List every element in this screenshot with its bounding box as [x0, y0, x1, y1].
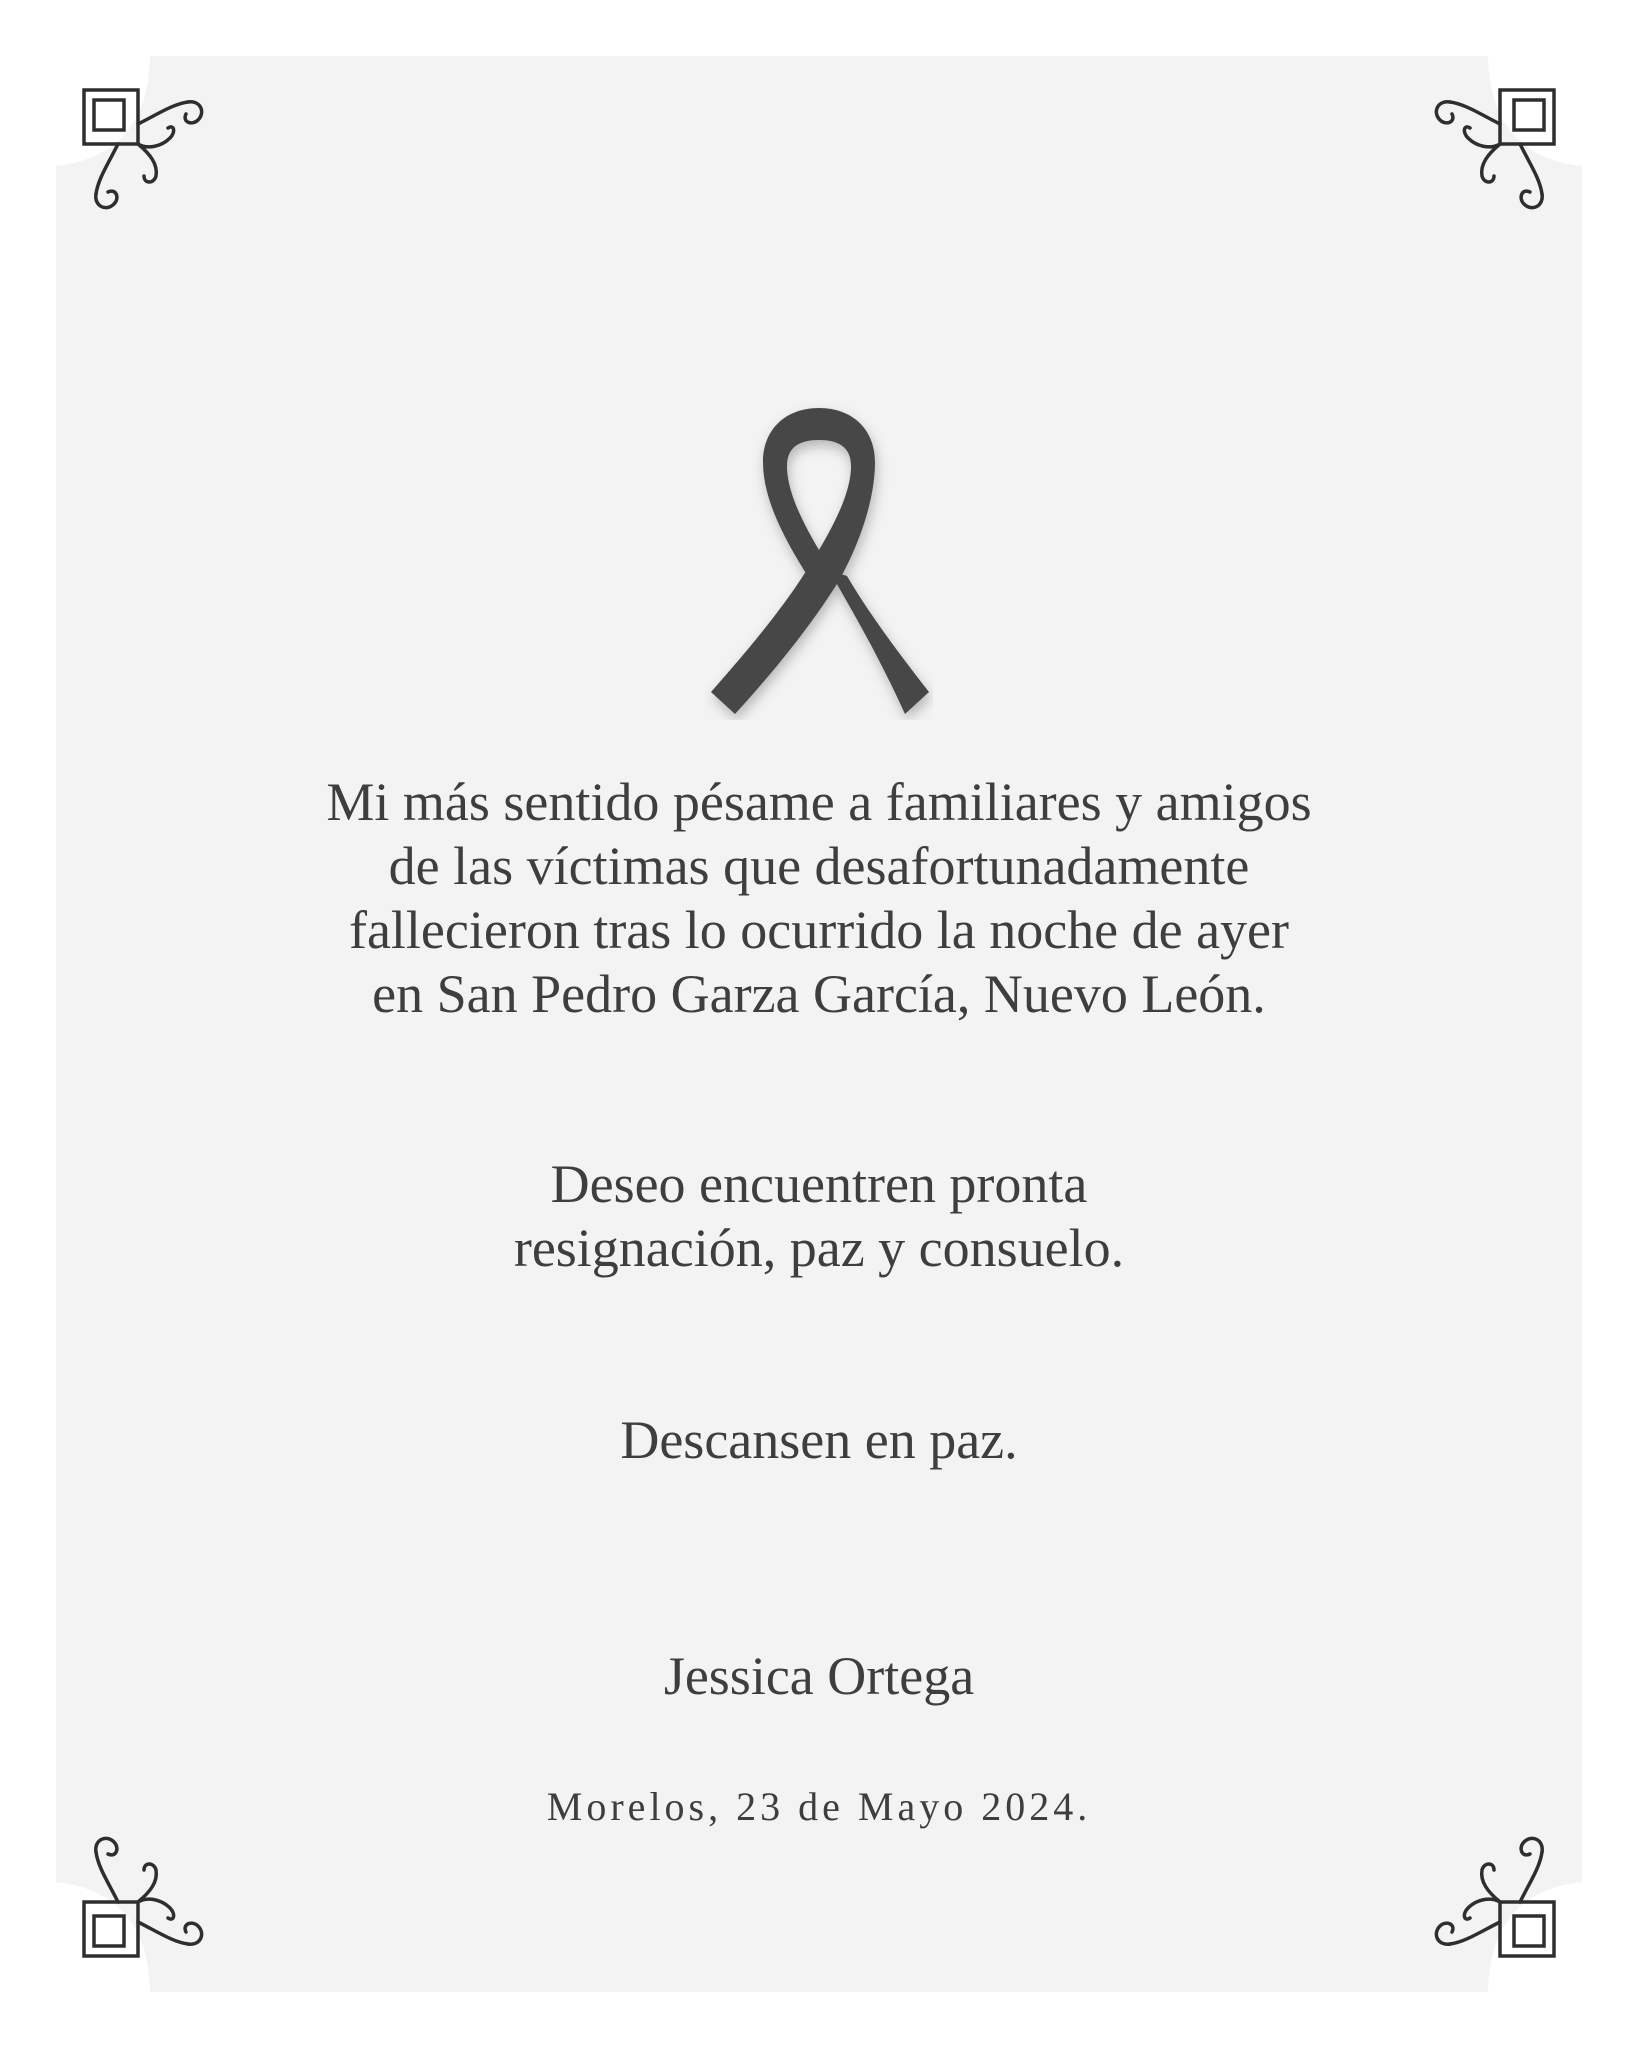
signature-name: Jessica Ortega: [663, 1646, 975, 1706]
place-date: Morelos, 23 de Mayo 2024.: [546, 1784, 1092, 1829]
wish-line: resignación, paz y consuelo.: [513, 1218, 1125, 1278]
rest-in-peace-text: Descansen en paz.: [620, 1410, 1018, 1470]
condolence-line: fallecieron tras lo ocurrido la noche de ayer: [348, 900, 1290, 960]
corner-flourish-icon: [1420, 84, 1560, 224]
condolence-line: Mi más sentido pésame a familiares y amigos: [326, 772, 1312, 832]
condolence-line: de las víctimas que desafortunadamente: [388, 836, 1250, 896]
wish-paragraph: [0, 1152, 1638, 1280]
mourning-ribbon-icon: [705, 400, 933, 720]
condolence-paragraph: [0, 770, 1638, 1026]
corner-flourish-icon: [78, 1822, 218, 1962]
corner-flourish-icon: [1420, 1822, 1560, 1962]
condolence-line: en San Pedro Garza García, Nuevo León.: [372, 964, 1266, 1024]
wish-line: Deseo encuentren pronta: [550, 1154, 1088, 1214]
corner-flourish-icon: [78, 84, 218, 224]
